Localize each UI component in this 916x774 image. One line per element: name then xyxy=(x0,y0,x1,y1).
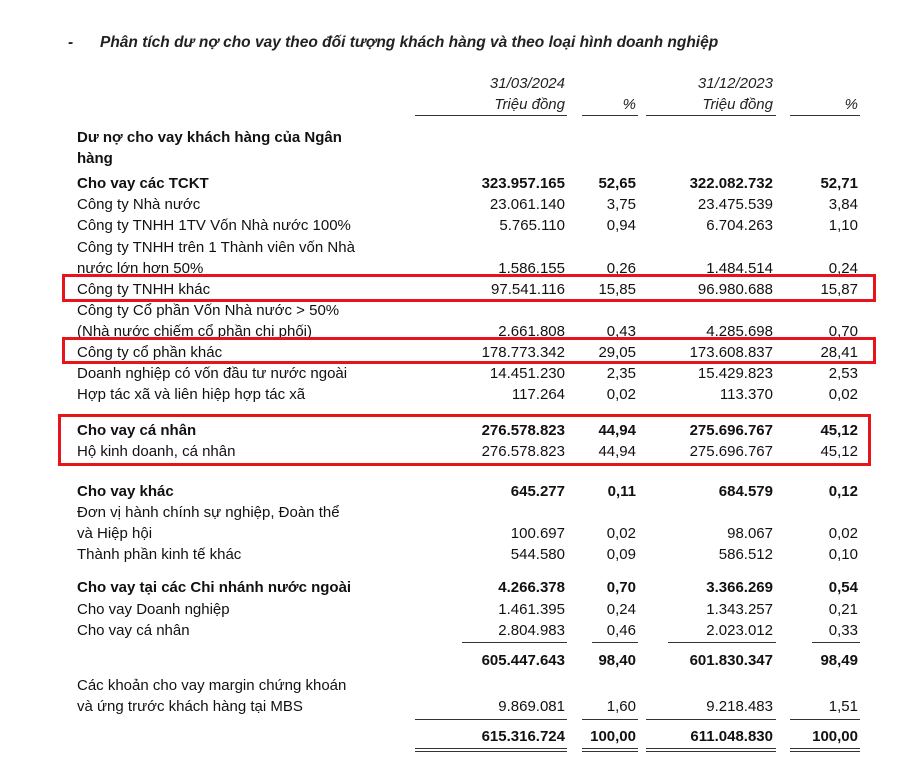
row-label: Cho vay tại các Chi nhánh nước ngoài xyxy=(77,579,352,596)
value-2024: 117.264 xyxy=(511,386,565,403)
heading-text: Phân tích dư nợ cho vay theo đối tượng khách hàng và theo loại hình doanh nghiệp xyxy=(100,34,719,51)
subtotal-line xyxy=(462,642,567,643)
row-label: Cho vay khác xyxy=(77,483,174,500)
row-label-line-2: (Nhà nước chiếm cổ phần chi phối) xyxy=(77,323,312,340)
col-header-date-1: 31/03/2024 xyxy=(489,75,565,92)
header-underline xyxy=(790,115,860,116)
pct-2023: 1,51 xyxy=(828,698,858,715)
pct-2024: 44,94 xyxy=(598,422,636,439)
total-row xyxy=(0,726,916,747)
pct-2023: 98,49 xyxy=(820,652,858,669)
header-underline xyxy=(415,115,567,116)
value-2024: 14.451.230 xyxy=(489,365,565,382)
value-2024: 1.461.395 xyxy=(498,601,565,618)
pct-2023: 15,87 xyxy=(820,281,858,298)
value-2023: 15.429.823 xyxy=(697,365,773,382)
total-line xyxy=(582,719,638,720)
pct-2024: 98,40 xyxy=(598,652,636,669)
value-2023: 98.067 xyxy=(727,525,773,542)
subtotal-line xyxy=(592,642,638,643)
total-double-line xyxy=(790,748,860,752)
value-2024: 4.266.378 xyxy=(498,579,565,596)
table-row xyxy=(0,599,916,620)
pct-2024: 2,35 xyxy=(606,365,636,382)
pct-2024: 0,94 xyxy=(606,217,636,234)
pct-2024: 0,11 xyxy=(607,483,636,500)
value-2024: 2.804.983 xyxy=(498,622,565,639)
row-label-line-1: Các khoản cho vay margin chứng khoán xyxy=(77,677,347,694)
value-2023: 1.484.514 xyxy=(706,260,773,277)
pct-2023: 0,21 xyxy=(828,601,858,618)
pct-2024: 29,05 xyxy=(598,344,636,361)
value-2024: 100.697 xyxy=(510,525,565,542)
subtotal-row xyxy=(0,650,916,671)
col-header-pct-1: % xyxy=(622,96,636,113)
value-2024: 178.773.342 xyxy=(481,344,565,361)
value-2023: 1.343.257 xyxy=(706,601,773,618)
row-label-line-1: Đơn vị hành chính sự nghiệp, Đoàn thể xyxy=(77,504,340,521)
value-2023: 3.366.269 xyxy=(706,579,773,596)
table-row xyxy=(0,544,916,565)
pct-2024: 0,09 xyxy=(606,546,636,563)
value-2023: 4.285.698 xyxy=(706,323,773,340)
table-row xyxy=(0,696,916,717)
table-row xyxy=(0,363,916,384)
value-2023: 96.980.688 xyxy=(697,281,773,298)
pct-2023: 1,10 xyxy=(828,217,858,234)
row-label: Hộ kinh doanh, cá nhân xyxy=(77,443,236,460)
pct-2024: 0,26 xyxy=(606,260,636,277)
section-title-line-2: hàng xyxy=(77,150,113,167)
highlight-box-ca-nhan xyxy=(58,414,871,466)
total-line xyxy=(646,719,776,720)
pct-2023: 0,54 xyxy=(828,579,858,596)
value-2024: 605.447.643 xyxy=(481,652,565,669)
col-header-unit-2: Triệu đồng xyxy=(702,96,773,113)
value-2024: 615.316.724 xyxy=(481,728,565,745)
pct-2023: 100,00 xyxy=(812,728,858,745)
value-2023: 322.082.732 xyxy=(689,175,773,192)
value-2023: 601.830.347 xyxy=(689,652,773,669)
pct-2024: 3,75 xyxy=(606,196,636,213)
total-double-line xyxy=(582,748,638,752)
value-2024: 97.541.116 xyxy=(491,281,565,298)
total-double-line xyxy=(415,748,567,752)
row-label: Cho vay các TCKT xyxy=(77,175,209,192)
value-2024: 2.661.808 xyxy=(498,323,565,340)
row-label: Doanh nghiệp có vốn đầu tư nước ngoài xyxy=(77,365,348,382)
pct-2023: 52,71 xyxy=(820,175,858,192)
table-row xyxy=(0,523,916,544)
value-2024: 9.869.081 xyxy=(498,698,565,715)
table-row xyxy=(0,620,916,641)
value-2024: 1.586.155 xyxy=(498,260,565,277)
row-label-line-2: và Hiệp hội xyxy=(77,525,153,542)
table-row xyxy=(0,384,916,405)
pct-2023: 28,41 xyxy=(820,344,858,361)
col-header-date-2: 31/12/2023 xyxy=(697,75,773,92)
pct-2024: 15,85 xyxy=(598,281,636,298)
pct-2023: 45,12 xyxy=(820,422,858,439)
row-label-line-1: Công ty Cổ phần Vốn Nhà nước > 50% xyxy=(77,302,340,319)
pct-2023: 0,02 xyxy=(828,525,858,542)
pct-2024: 52,65 xyxy=(598,175,636,192)
row-label-line-1: Công ty TNHH trên 1 Thành viên vốn Nhà xyxy=(77,239,355,256)
value-2023: 275.696.767 xyxy=(689,443,773,460)
pct-2023: 0,70 xyxy=(828,323,858,340)
value-2024: 276.578.823 xyxy=(481,422,565,439)
row-label: Thành phần kinh tế khác xyxy=(77,546,242,563)
pct-2023: 2,53 xyxy=(828,365,858,382)
row-label: Hợp tác xã và liên hiệp hợp tác xã xyxy=(77,386,306,403)
value-2023: 113.370 xyxy=(719,386,773,403)
row-label: Cho vay Doanh nghiệp xyxy=(77,601,230,618)
pct-2024: 0,24 xyxy=(606,601,636,618)
highlight-box-tnhh-khac xyxy=(62,274,876,302)
total-line xyxy=(415,719,567,720)
value-2023: 173.608.837 xyxy=(689,344,773,361)
row-label: Cho vay cá nhân xyxy=(77,622,190,639)
row-label: Công ty TNHH khác xyxy=(77,281,211,298)
pct-2023: 3,84 xyxy=(828,196,858,213)
pct-2024: 0,70 xyxy=(606,579,636,596)
subtotal-line xyxy=(812,642,860,643)
value-2024: 544.580 xyxy=(510,546,565,563)
row-label: Công ty Nhà nước xyxy=(77,196,201,213)
value-2023: 586.512 xyxy=(718,546,773,563)
value-2023: 684.579 xyxy=(718,483,773,500)
table-row xyxy=(0,215,916,236)
pct-2024: 100,00 xyxy=(590,728,636,745)
col-header-unit-1: Triệu đồng xyxy=(494,96,565,113)
row-label-line-2: nước lớn hơn 50% xyxy=(77,260,204,277)
value-2024: 5.765.110 xyxy=(499,217,565,234)
header-underline xyxy=(646,115,776,116)
value-2024: 23.061.140 xyxy=(489,196,565,213)
total-line xyxy=(790,719,860,720)
subtotal-line xyxy=(668,642,776,643)
value-2023: 23.475.539 xyxy=(697,196,773,213)
section-title-line-1: Dư nợ cho vay khách hàng của Ngân xyxy=(77,129,342,146)
value-2024: 323.957.165 xyxy=(481,175,565,192)
table-row xyxy=(0,481,916,502)
pct-2023: 0,02 xyxy=(828,386,858,403)
pct-2023: 0,33 xyxy=(828,622,858,639)
value-2023: 275.696.767 xyxy=(689,422,773,439)
value-2023: 611.048.830 xyxy=(690,728,773,745)
pct-2024: 0,43 xyxy=(606,323,636,340)
value-2023: 9.218.483 xyxy=(706,698,773,715)
row-label: Cho vay cá nhân xyxy=(77,422,197,439)
table-row xyxy=(0,173,916,194)
value-2023: 6.704.263 xyxy=(706,217,773,234)
highlight-box-cp-khac xyxy=(62,337,876,364)
pct-2024: 44,94 xyxy=(598,443,636,460)
heading-dash: - xyxy=(68,34,74,51)
value-2024: 645.277 xyxy=(510,483,565,500)
pct-2023: 0,10 xyxy=(828,546,858,563)
pct-2023: 0,24 xyxy=(828,260,858,277)
pct-2024: 0,46 xyxy=(606,622,636,639)
row-label: Công ty TNHH 1TV Vốn Nhà nước 100% xyxy=(77,217,351,234)
pct-2023: 45,12 xyxy=(820,443,858,460)
header-underline xyxy=(582,115,638,116)
table-row xyxy=(0,577,916,598)
table-row xyxy=(0,194,916,215)
row-label: Công ty cổ phần khác xyxy=(77,344,223,361)
row-label-line-2: và ứng trước khách hàng tại MBS xyxy=(77,698,303,715)
col-header-pct-2: % xyxy=(844,96,858,113)
pct-2024: 0,02 xyxy=(606,525,636,542)
value-2024: 276.578.823 xyxy=(481,443,565,460)
pct-2024: 1,60 xyxy=(606,698,636,715)
pct-2023: 0,12 xyxy=(828,483,858,500)
total-double-line xyxy=(646,748,776,752)
value-2023: 2.023.012 xyxy=(706,622,773,639)
pct-2024: 0,02 xyxy=(606,386,636,403)
